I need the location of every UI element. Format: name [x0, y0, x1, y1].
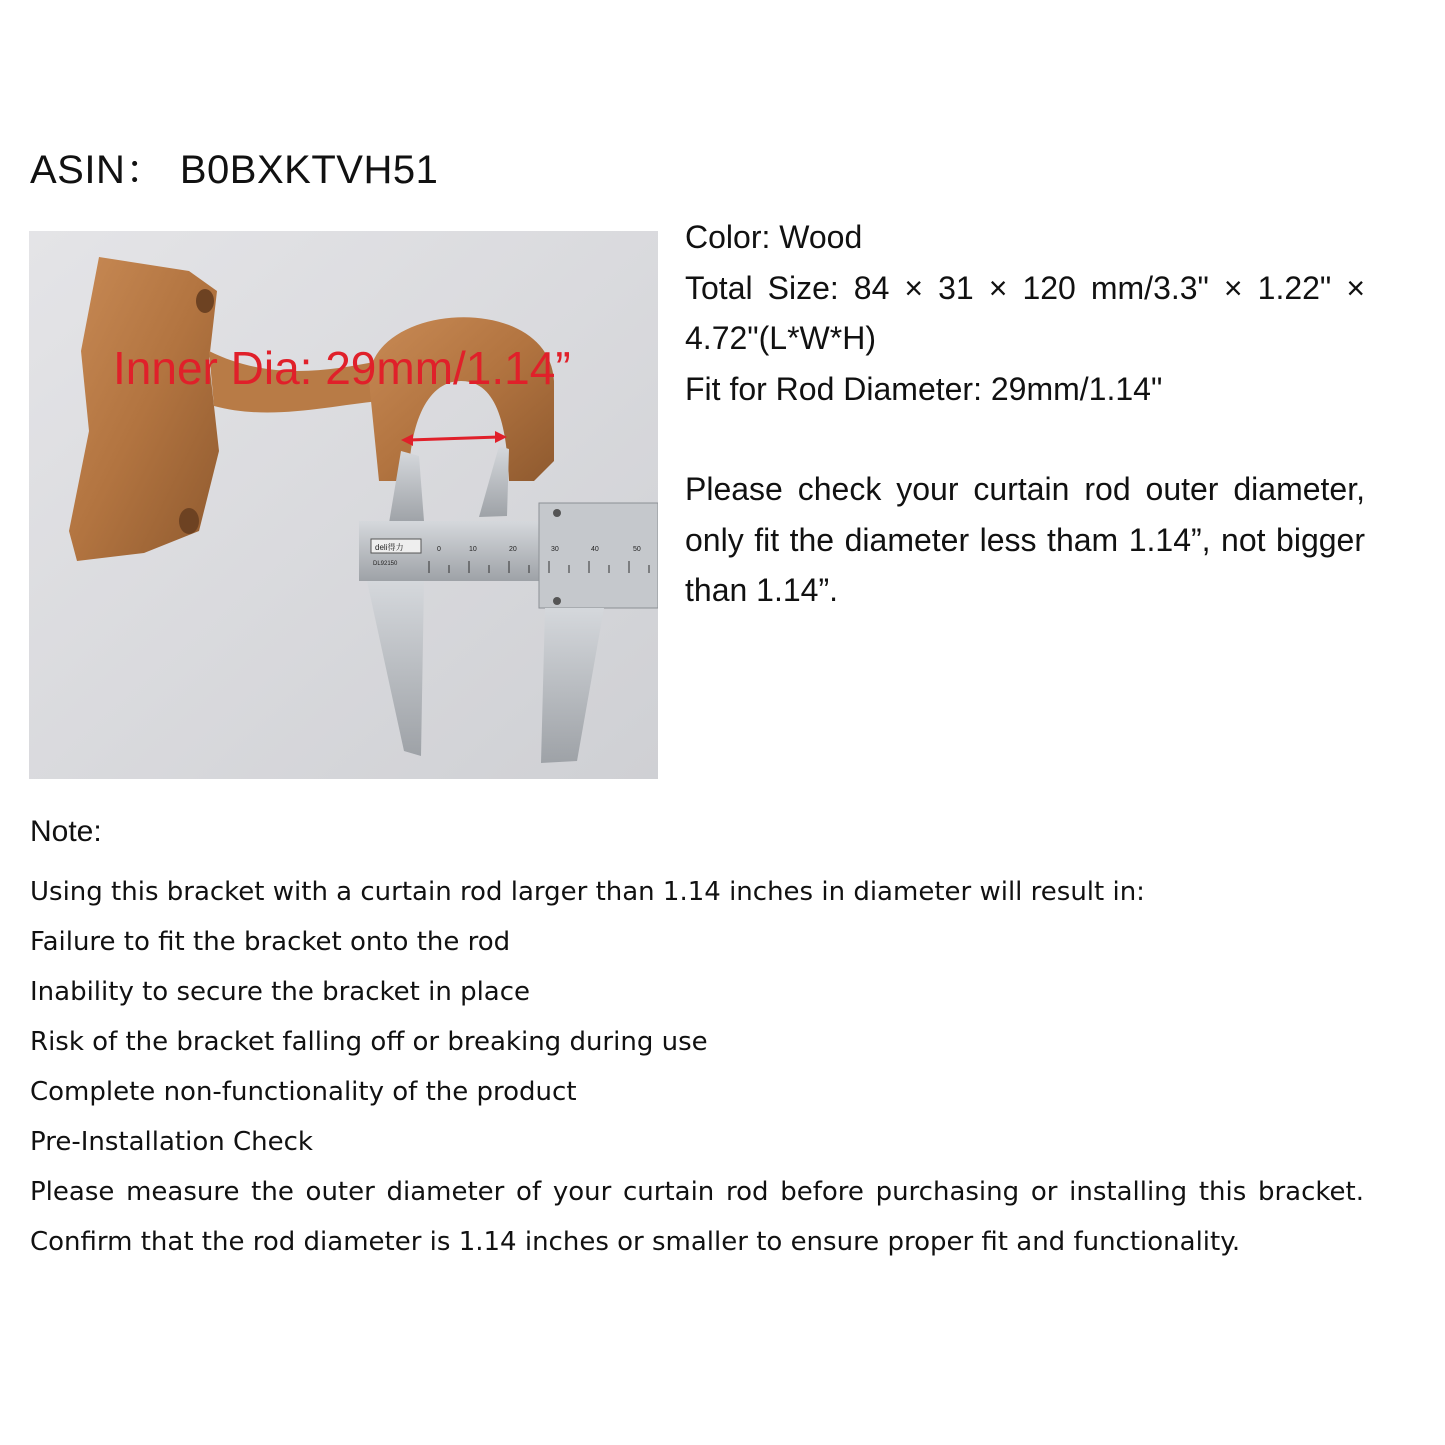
- asin-value: B0BXKTVH51: [179, 148, 439, 192]
- note-line: Complete non-functionality of the product: [30, 1077, 577, 1107]
- scale-label: 10: [469, 546, 477, 553]
- caliper-model: DL92150: [373, 561, 398, 567]
- scale-label: 0: [437, 546, 441, 553]
- asin-line: [30, 138, 438, 195]
- caliper-screw: [553, 597, 561, 605]
- spec-color: Color: Wood: [685, 219, 863, 255]
- scale-label: 20: [509, 546, 517, 553]
- screw-hole-top: [196, 289, 214, 313]
- caliper-brand: deli得力: [375, 543, 404, 552]
- inner-diameter-label: Inner Dia: 29mm/1.14”: [113, 342, 571, 394]
- spec-warning: Please check your curtain rod outer diameter, only fit the diameter less tham 1.14”, not bigger than 1.14”.: [685, 471, 1365, 608]
- note-line: Using this bracket with a curtain rod larger than 1.14 inches in diameter will result in:: [30, 877, 1145, 907]
- spec-rod-diameter: Fit for Rod Diameter: 29mm/1.14": [685, 370, 1163, 407]
- bracket-caliper-illustration: [29, 231, 658, 779]
- screw-hole-bottom: [179, 508, 199, 534]
- note-line: Inability to secure the bracket in place: [30, 977, 531, 1007]
- note-line: Pre-Installation Check: [30, 1127, 313, 1157]
- asin-label: ASIN：: [30, 148, 166, 192]
- spacer: [685, 414, 1365, 464]
- note-heading: Note:: [30, 815, 102, 848]
- note-paragraph: Please measure the outer diameter of your curtain rod before purchasing or installing this bracket. Confirm that the rod diameter is 1.14 inches or smaller to ensure proper fit and functionality.: [30, 1177, 1364, 1257]
- note-line: Failure to fit the bracket onto the rod: [30, 927, 511, 957]
- spec-total-size: Total Size: 84 × 31 × 120 mm/3.3" × 1.22" × 4.72"(L*W*H): [685, 269, 1365, 356]
- caliper-slider: [539, 503, 658, 608]
- scale-label: 40: [591, 546, 599, 553]
- caliper-screw: [553, 509, 561, 517]
- spec-block: [685, 212, 1365, 616]
- note-section: [30, 815, 1364, 1267]
- scale-label: 50: [633, 546, 641, 553]
- note-line: Risk of the bracket falling off or breaking during use: [30, 1027, 708, 1057]
- scale-label: 30: [551, 546, 559, 553]
- product-photo: [29, 231, 658, 779]
